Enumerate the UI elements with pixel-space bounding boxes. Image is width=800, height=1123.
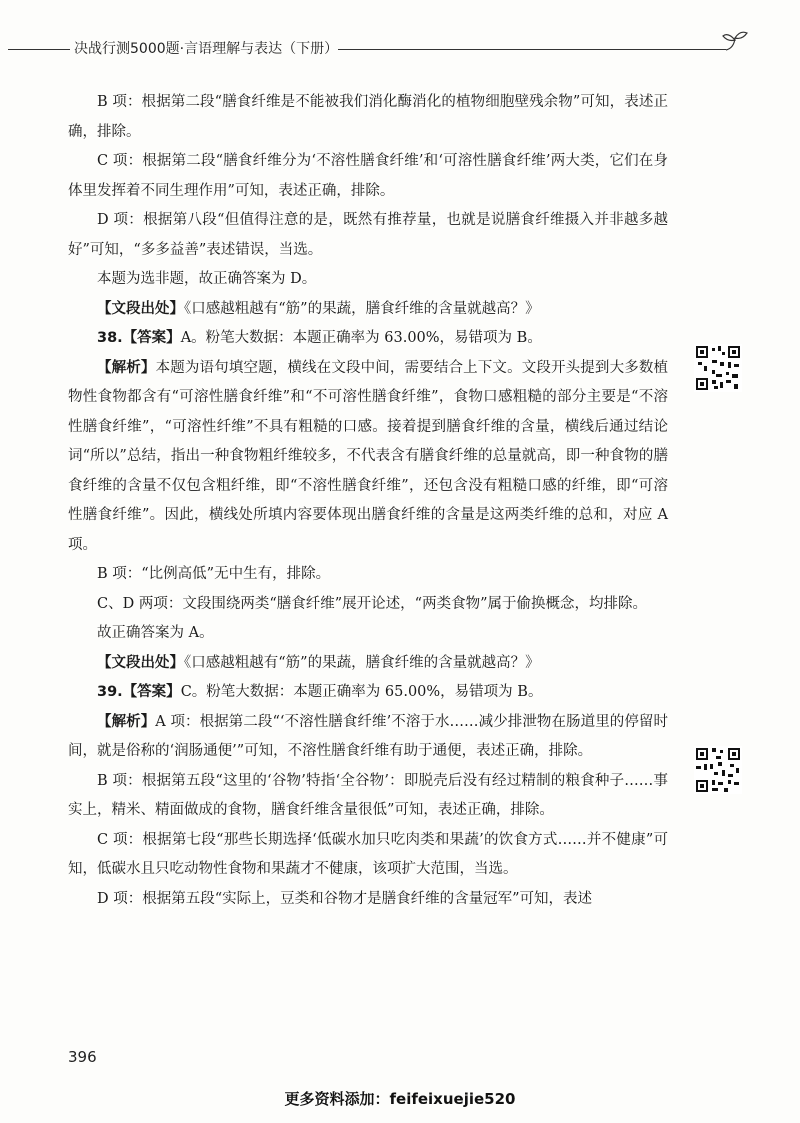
- paragraph: [68, 265, 668, 295]
- paragraph: [68, 354, 668, 561]
- paragraph-text: C、D 两项：文段围绕两类“膳食纤维”展开论述，“两类食物”属于偷换概念，均排除。: [97, 595, 647, 612]
- running-header: [0, 34, 800, 64]
- page-body: [68, 88, 668, 914]
- paragraph-text: 本题为语句填空题，横线在文段中间，需要结合上下文。文段开头提到大多数植物性食物都含有“可溶性膳食纤维”和“不可溶性膳食纤维”，食物口感粗糙的部分主要是“不溶性膳食纤维”，“可溶性纤维”不具有粗糙的口感。接着提到膳食纤维的含量，横线后通过结论词“所以”总结，指出一种食物粗纤维较多，不代表含有膳食纤维的总量就高，即一种食物的膳食纤维的含量不仅包含粗纤维，即“不溶性膳食纤维”，还包含没有粗糙口感的纤维，即“可溶性膳食纤维”。因此，横线处所填内容要体现出膳食纤维的含量是这两类纤维的总和，对应 A 项。: [68, 359, 669, 553]
- paragraph: [68, 619, 668, 649]
- paragraph: [68, 649, 668, 679]
- paragraph-text: C。粉笔大数据：本题正确率为 65.00%，易错项为 B。: [180, 684, 543, 700]
- sprout-icon: [720, 28, 750, 58]
- paragraph-tag: 39.【答案】: [97, 684, 181, 700]
- paragraph: [68, 767, 668, 826]
- paragraph-text: B 项：“比例高低”无中生有，排除。: [97, 566, 331, 582]
- paragraph: [68, 88, 668, 147]
- paragraph-tag: 38.【答案】: [97, 330, 181, 346]
- paragraph: [68, 708, 668, 767]
- paragraph-tag: 【文段出处】: [97, 654, 184, 671]
- paragraph-text: 《口感越粗越有“筋”的果蔬，膳食纤维的含量就越高？》: [184, 300, 540, 317]
- paragraph: [68, 826, 668, 885]
- paragraph: [68, 885, 668, 915]
- header-rule-left: [8, 49, 70, 50]
- paragraph-text: A。粉笔大数据：本题正确率为 63.00%，易错项为 B。: [180, 330, 542, 346]
- paragraph: [68, 678, 668, 708]
- paragraph-tag: 【解析】: [97, 713, 156, 730]
- paragraph: [68, 590, 668, 620]
- paragraph: [68, 295, 668, 325]
- paragraph-text: D 项：根据第八段“但值得注意的是，既然有推荐量，也就是说膳食纤维摄入并非越多越好”可知，“多多益善”表述错误，当选。: [68, 212, 668, 258]
- header-rule-right: [338, 49, 726, 50]
- page-number: 396: [68, 1048, 97, 1066]
- paragraph: [68, 206, 668, 265]
- paragraph-text: D 项：根据第五段“实际上，豆类和谷物才是膳食纤维的含量冠军”可知，表述: [97, 890, 593, 907]
- paragraph: [68, 147, 668, 206]
- qr-code-icon: [694, 344, 742, 392]
- paragraph-text: 故正确答案为 A。: [97, 625, 214, 641]
- paragraph: [68, 560, 668, 590]
- paragraph-text: B 项：根据第五段“这里的‘谷物’特指‘全谷物’：即脱壳后没有经过精制的粮食种子……事实上，精米、精面做成的食物，膳食纤维含量很低”可知，表述正确，排除。: [68, 772, 668, 818]
- paragraph-text: 《口感越粗越有“筋”的果蔬，膳食纤维的含量就越高？》: [184, 654, 540, 671]
- paragraph-text: 本题为选非题，故正确答案为 D。: [97, 271, 317, 287]
- paragraph-text: C 项：根据第二段“膳食纤维分为‘不溶性膳食纤维’和‘可溶性膳食纤维’两大类，它们在身体里发挥着不同生理作用”可知，表述正确，排除。: [68, 153, 668, 199]
- paragraph-tag: 【解析】: [97, 359, 156, 376]
- paragraph: [68, 324, 668, 354]
- paragraph-text: A 项：根据第二段“‘不溶性膳食纤维’不溶于水……减少排泄物在肠道里的停留时间，就是俗称的‘润肠通便’”可知，不溶性膳食纤维有助于通便，表述正确，排除。: [68, 713, 668, 759]
- book-title: 决战行测5000题·言语理解与表达（下册）: [74, 41, 339, 57]
- paragraph-text: B 项：根据第二段“膳食纤维是不能被我们消化酶消化的植物细胞壁残余物”可知，表述正确，排除。: [68, 94, 668, 140]
- qr-code-icon: [694, 746, 742, 794]
- footer-note: 更多资料添加：feifeixuejie520: [284, 1090, 516, 1108]
- paragraph-text: C 项：根据第七段“那些长期选择‘低碳水加只吃肉类和果蔬’的饮食方式……并不健康”可知，低碳水且只吃动物性食物和果蔬才不健康，该项扩大范围，当选。: [68, 831, 668, 877]
- paragraph-tag: 【文段出处】: [97, 300, 184, 317]
